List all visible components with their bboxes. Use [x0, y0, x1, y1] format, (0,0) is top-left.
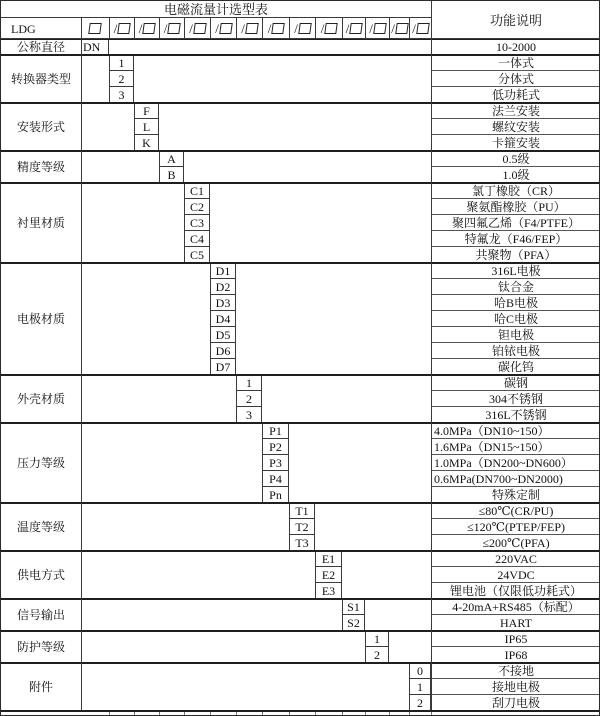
description-cell: 钽电极: [432, 327, 600, 343]
code-slot-cell: [159, 18, 184, 39]
code-cell: 2: [409, 695, 431, 711]
code-cell: S1: [342, 599, 365, 615]
description-cell: IP68: [504, 648, 528, 662]
description-cell: 聚四氟乙烯（F4/PTFE）: [432, 215, 600, 231]
description-cell: 刮刀电极: [491, 696, 540, 710]
section-label: 防护等级: [16, 640, 65, 654]
code-slot-cell: [236, 18, 262, 39]
code-cell: D3: [210, 295, 236, 311]
code-slot-cell: [262, 18, 289, 39]
section-label: 供电方式: [16, 568, 65, 582]
code-slot-cell: [184, 18, 210, 39]
section-label: 附件: [28, 680, 53, 694]
code-cell: C2: [184, 199, 210, 215]
grid-tick: [409, 712, 410, 716]
label-column-line: [81, 18, 82, 711]
section-separator-line: [1, 54, 600, 56]
code-cell: D5: [210, 327, 236, 343]
code-slot-cell: [134, 18, 159, 39]
description-cell: 哈B电极: [432, 295, 600, 311]
description-cell: 1.0MPa（DN200~DN600）: [432, 455, 600, 471]
description-cell: 220VAC: [432, 551, 600, 567]
code-box-icon: [416, 23, 430, 34]
code-cell: D1: [210, 263, 236, 279]
description-cell: 4-20mA+RS485（标配）: [432, 599, 600, 615]
slash-mark: /: [369, 21, 373, 36]
slash-mark: /: [320, 21, 325, 36]
code-box-icon: [168, 23, 182, 34]
description-cell: 304不锈钢: [432, 391, 600, 407]
section-separator-line: [1, 662, 600, 664]
slash-mark: /: [345, 21, 350, 36]
code-box-icon: [193, 23, 207, 34]
grid-tick: [289, 712, 290, 716]
code-cell: E2: [315, 567, 342, 583]
description-cell: 法兰安装: [432, 103, 600, 119]
section-label: 外壳材质: [16, 392, 65, 406]
code-cell: D6: [210, 343, 236, 359]
slash-mark: /: [113, 21, 118, 36]
code-cell: P4: [262, 471, 289, 487]
section-label: 压力等级: [16, 456, 65, 470]
code-slot-cell: [365, 18, 389, 39]
description-cell: 4.0MPa（DN10~150）: [432, 423, 600, 439]
code-cell: E1: [315, 551, 342, 567]
code-box-icon: [395, 23, 409, 34]
description-cell: 一体式: [432, 55, 600, 71]
code-slot-cell: [210, 18, 236, 39]
function-description-header: 功能说明: [489, 12, 542, 28]
code-cell: DN: [81, 39, 109, 55]
code-cell: 1: [109, 55, 134, 71]
slash-mark: /: [138, 21, 143, 36]
slash-mark: /: [412, 21, 416, 36]
description-cell: 哈C电极: [432, 311, 600, 327]
description-cell: 特殊定制: [491, 488, 540, 502]
code-box-icon: [272, 23, 286, 34]
code-cell: 2: [365, 647, 389, 663]
grid-tick: [236, 712, 237, 716]
code-cell: S2: [342, 615, 365, 631]
description-cell: 氯丁橡胶（CR）: [432, 183, 600, 199]
code-box-icon: [219, 23, 233, 34]
grid-tick: [262, 712, 263, 716]
code-cell: K: [134, 135, 159, 151]
description-cell: 分体式: [432, 71, 600, 87]
description-cell: 聚氨酯橡胶（PU）: [432, 199, 600, 215]
description-cell: 0.6MPa(DN700~DN2000): [432, 471, 600, 487]
grid-tick: [109, 712, 110, 716]
section-label: 温度等级: [16, 520, 65, 534]
slash-mark: /: [215, 21, 219, 36]
description-cell: 碳钢: [432, 375, 600, 391]
section-separator-line: [1, 102, 600, 104]
code-cell: 2: [109, 71, 134, 87]
code-cell: C1: [184, 183, 210, 199]
code-cell: A: [159, 151, 184, 167]
code-cell: 1: [236, 375, 262, 391]
description-cell: IP65: [432, 631, 600, 647]
description-cell: 不接地: [432, 663, 600, 679]
code-box-icon: [245, 23, 259, 34]
description-cell: 特氟龙（F46/FEP）: [432, 231, 600, 247]
code-box-icon: [143, 23, 157, 34]
description-cell: 钛合金: [432, 279, 600, 295]
code-cell: T2: [289, 519, 315, 535]
code-cell: T1: [289, 503, 315, 519]
description-cell: 1.6MPa（DN15~150）: [432, 439, 600, 455]
code-cell: 1: [365, 631, 389, 647]
ldg-row-bottom-line: [1, 38, 600, 39]
code-cell: 0: [409, 663, 431, 679]
section-label: 安装形式: [16, 120, 65, 134]
code-slot-cell: [315, 18, 342, 39]
section-label: 电极材质: [16, 312, 65, 326]
description-cell: 卡箍安装: [491, 136, 540, 150]
code-cell: 1: [409, 679, 431, 695]
code-cell: D2: [210, 279, 236, 295]
code-slot-cell: [289, 18, 315, 39]
code-cell: C4: [184, 231, 210, 247]
description-cell: 316L不锈钢: [485, 408, 547, 422]
code-cell: C5: [184, 247, 210, 263]
code-cell: F: [134, 103, 159, 119]
grid-tick: [431, 712, 432, 716]
description-cell: ≤200℃(PFA): [482, 536, 550, 550]
description-cell: 10-2000: [496, 40, 536, 54]
grid-tick: [389, 712, 390, 716]
code-cell: 3: [109, 87, 134, 103]
section-label: 衬里材质: [16, 216, 65, 230]
description-cell: 锂电池（仅限低功耗式）: [449, 584, 582, 598]
section-separator-line: [1, 150, 600, 152]
code-box-icon: [298, 23, 312, 34]
description-cell: 1.0级: [502, 168, 530, 182]
section-separator-line: [1, 374, 600, 376]
description-cell: 0.5级: [432, 151, 600, 167]
section-label: 转换器类型: [10, 72, 71, 86]
section-separator-line: [1, 182, 600, 184]
code-cell: 2: [236, 391, 262, 407]
description-cell: ≤120℃(PTEP/FEP): [432, 519, 600, 535]
grid-tick: [315, 712, 316, 716]
table-bottom-line: [1, 710, 600, 712]
code-cell: C3: [184, 215, 210, 231]
code-box-icon: [373, 23, 387, 34]
slash-mark: /: [189, 21, 193, 36]
code-cell: B: [159, 167, 184, 183]
code-box-icon: [88, 23, 102, 34]
grid-tick: [134, 712, 135, 716]
grid-tick: [184, 712, 185, 716]
description-cell: 螺纹安装: [432, 119, 600, 135]
description-cell: ≤80℃(CR/PU): [432, 503, 600, 519]
model-box-cell: [81, 18, 109, 39]
slash-mark: /: [267, 21, 272, 36]
section-label: 公称直径: [16, 40, 65, 54]
section-label: 精度等级: [16, 160, 65, 174]
description-cell: 低功耗式: [491, 88, 540, 102]
code-cell: D4: [210, 311, 236, 327]
section-separator-line: [1, 598, 600, 600]
description-cell: 碳化钨: [497, 360, 534, 374]
code-cell: D7: [210, 359, 236, 375]
section-label: 信号输出: [16, 608, 65, 622]
section-separator-line: [1, 422, 600, 424]
code-box-icon: [325, 23, 339, 34]
section-separator-line: [1, 262, 600, 264]
section-separator-line: [1, 630, 600, 632]
description-cell: HART: [500, 616, 532, 630]
section-separator-line: [1, 502, 600, 504]
code-cell: E3: [315, 583, 342, 599]
description-cell: 铂铱电极: [432, 343, 600, 359]
slash-mark: /: [241, 21, 245, 36]
description-cell: 共聚物（PFA）: [475, 248, 557, 262]
code-cell: P1: [262, 423, 289, 439]
code-cell: P2: [262, 439, 289, 455]
model-prefix-label: LDG: [11, 21, 36, 36]
code-cell: T3: [289, 535, 315, 551]
code-slot-cell: [342, 18, 365, 39]
slash-mark: /: [294, 21, 298, 36]
code-cell: L: [134, 119, 159, 135]
grid-tick: [210, 712, 211, 716]
description-cell: 316L电极: [432, 263, 600, 279]
grid-tick: [159, 712, 160, 716]
code-box-icon: [118, 23, 132, 34]
function-column-line: [431, 1, 432, 711]
grid-tick: [365, 712, 366, 716]
slash-mark: /: [163, 21, 168, 36]
code-slot-cell: [409, 18, 431, 39]
code-cell: 3: [236, 407, 262, 423]
code-box-icon: [350, 23, 364, 34]
description-cell: 接地电极: [432, 679, 600, 695]
code-cell: Pn: [262, 487, 289, 503]
code-slot-cell: [109, 18, 134, 39]
description-cell: 24VDC: [432, 567, 600, 583]
slash-mark: /: [391, 21, 395, 36]
code-cell: P3: [262, 455, 289, 471]
grid-tick: [342, 712, 343, 716]
page-title: 电磁流量计选型表: [1, 1, 431, 18]
section-separator-line: [1, 550, 600, 552]
code-slot-cell: [389, 18, 409, 39]
